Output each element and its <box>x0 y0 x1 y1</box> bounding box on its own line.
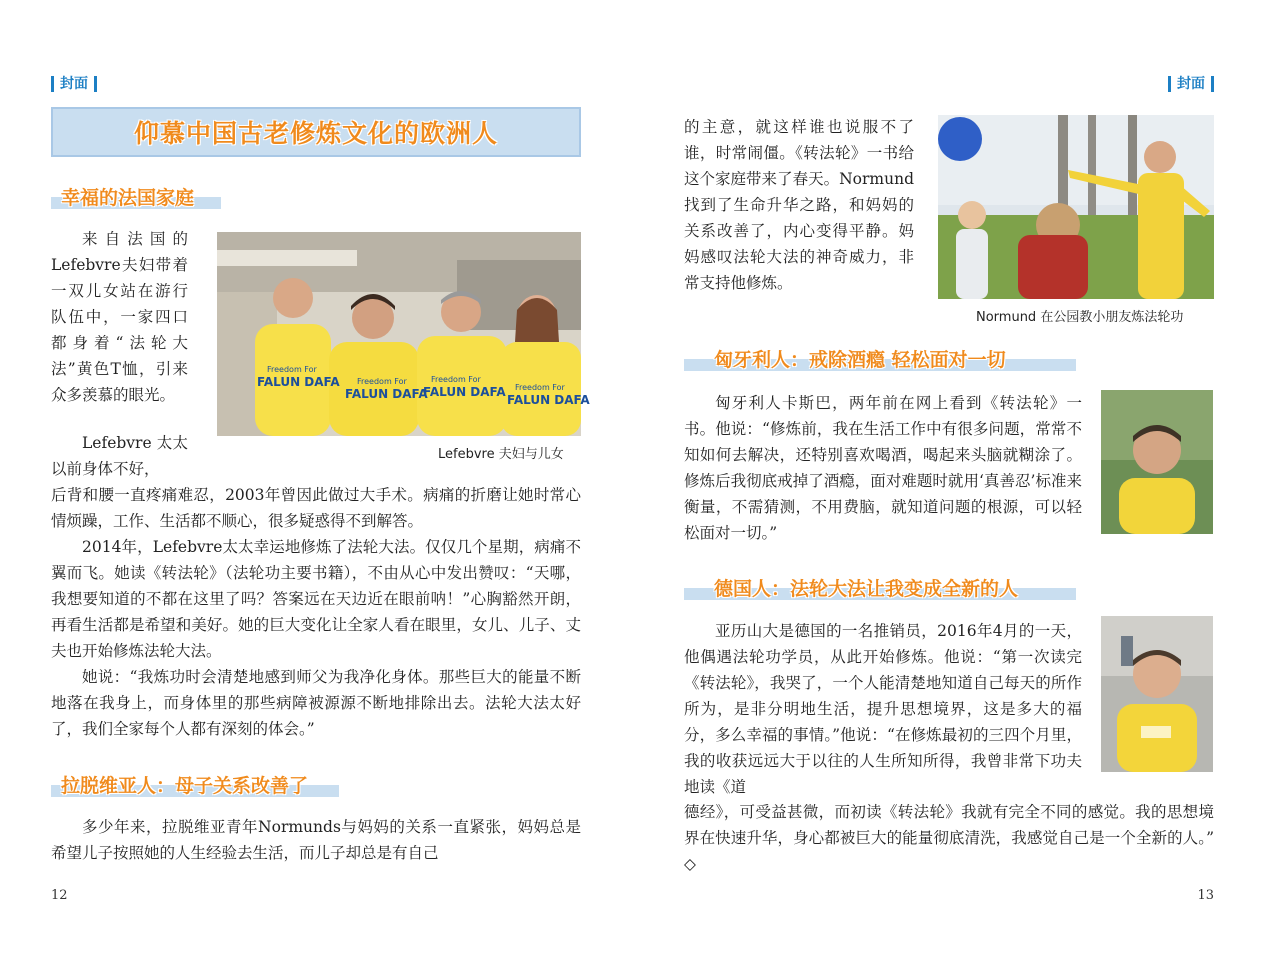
article-title: 仰慕中国古老修炼文化的欧洲人 <box>133 119 498 148</box>
paragraph: 亚历山大是德国的一名推销员，2016年4月的一天，他偶遇法轮功学员，从此开始修炼。他说：“第一次读完《转法轮》，我哭了，一个人能清楚地知道自己每天的所作所为，是非分明地生活，提升思想境界，这是多大的福分，多么幸福的事情。”他说：“在修炼最初的三四个月里，我的收获远远大于以往的人生所知所得，我曾非常下功夫地读《道 <box>684 622 1082 796</box>
paragraph: Lefebvre 太太以前身体不好， <box>51 434 188 478</box>
section-tag: 封面 <box>51 76 97 92</box>
paragraph: 德经》，可受益甚微，而初读《转法轮》我就有完全不同的感觉。我的思想境界在快速升华，身心都被巨大的能量彻底清洗，我感觉自己是一个全新的人。” ◇ <box>684 803 1214 873</box>
paragraph: 多少年来，拉脱维亚青年Normunds与妈妈的关系一直紧张，妈妈总是希望儿子按照她的人生经验去生活，而儿子却总是有自己 <box>51 818 581 862</box>
subheading-hungarian <box>684 345 1076 373</box>
paragraph: 后背和腰一直疼痛难忍，2003年曾因此做过大手术。病痛的折磨让她时常心情烦躁，工作、生活都不顺心，很多疑惑得不到解答。 <box>51 486 581 530</box>
page-number: 13 <box>1197 888 1214 903</box>
photo-caption: Normund 在公园教小朋友炼法轮功 <box>976 310 1184 325</box>
photo-caption: Lefebvre 夫妇与儿女 <box>438 447 564 462</box>
shirt-text: FALUN DAFA <box>507 393 590 407</box>
shirt-text: Freedom For <box>357 377 407 386</box>
shirt-text: Freedom For <box>431 375 481 384</box>
right-page <box>633 0 1265 978</box>
left-page <box>0 0 632 978</box>
subheading-latvian <box>51 771 339 799</box>
article-title-banner <box>51 107 581 157</box>
shirt-text: Freedom For <box>267 365 317 374</box>
subheading-text: 拉脱维亚人：母子关系改善了 <box>61 775 309 797</box>
paragraph: 匈牙利人卡斯巴，两年前在网上看到《转法轮》一书。他说：“修炼前，我在生活工作中有很多问题，常常不知如何去解决，还特别喜欢喝酒，喝起来头脑就糊涂了。修炼后我彻底戒掉了酒瘾，面对难题时就用‘真善忍’标准来衡量，不需猜测，不用费脑，就知道问题的根源，可以轻松面对一切。” <box>684 394 1082 542</box>
paragraph: 2014年，Lefebvre太太幸运地修炼了法轮大法。仅仅几个星期，病痛不翼而飞。她读《转法轮》（法轮功主要书籍），不由从心中发出赞叹：“天哪，我想要知道的不都在这里了吗？答案远在天边近在眼前呐！”心胸豁然开朗，再看生活都是希望和美好。她的巨大变化让全家人看在眼里，女儿、儿子、丈夫也开始修炼法轮大法。 <box>51 538 581 660</box>
paragraph: 她说：“我炼功时会清楚地感到师父为我净化身体。那些巨大的能量不断地落在我身上，而身体里的那些病障被源源不断地排除出去。法轮大法太好了，我们全家每个人都有深刻的体会。” <box>51 668 581 738</box>
subheading-text: 匈牙利人：戒除酒瘾 轻松面对一切 <box>714 349 1006 371</box>
subheading-german <box>684 574 1076 602</box>
page-number: 12 <box>51 888 68 903</box>
subheading-text: 幸福的法国家庭 <box>61 187 195 209</box>
subheading-text: 德国人：法轮大法让我变成全新的人 <box>714 578 1019 600</box>
section-tag: 封面 <box>1168 76 1214 92</box>
shirt-text: FALUN DAFA <box>257 375 340 389</box>
subheading-french-family <box>51 183 221 211</box>
shirt-text: FALUN DAFA <box>423 385 506 399</box>
shirt-text: Freedom For <box>515 383 565 392</box>
paragraph: 来自法国的Lefebvre夫妇带着一双儿女站在游行队伍中，一家四口都身着“法轮大法”黄色T恤，引来众多羡慕的眼光。 <box>51 230 188 404</box>
hungarian-portrait <box>1101 390 1213 534</box>
park-photo <box>938 115 1214 299</box>
german-portrait <box>1101 616 1213 772</box>
paragraph: 的主意，就这样谁也说服不了谁，时常闹僵。《转法轮》一书给这个家庭带来了春天。Normund找到了生命升华之路，和妈妈的关系改善了，内心变得平静。妈妈感叹法轮大法的神奇威力，非常支持他修炼。 <box>684 118 914 292</box>
shirt-text: FALUN DAFA <box>345 387 428 401</box>
family-photo <box>217 232 590 436</box>
